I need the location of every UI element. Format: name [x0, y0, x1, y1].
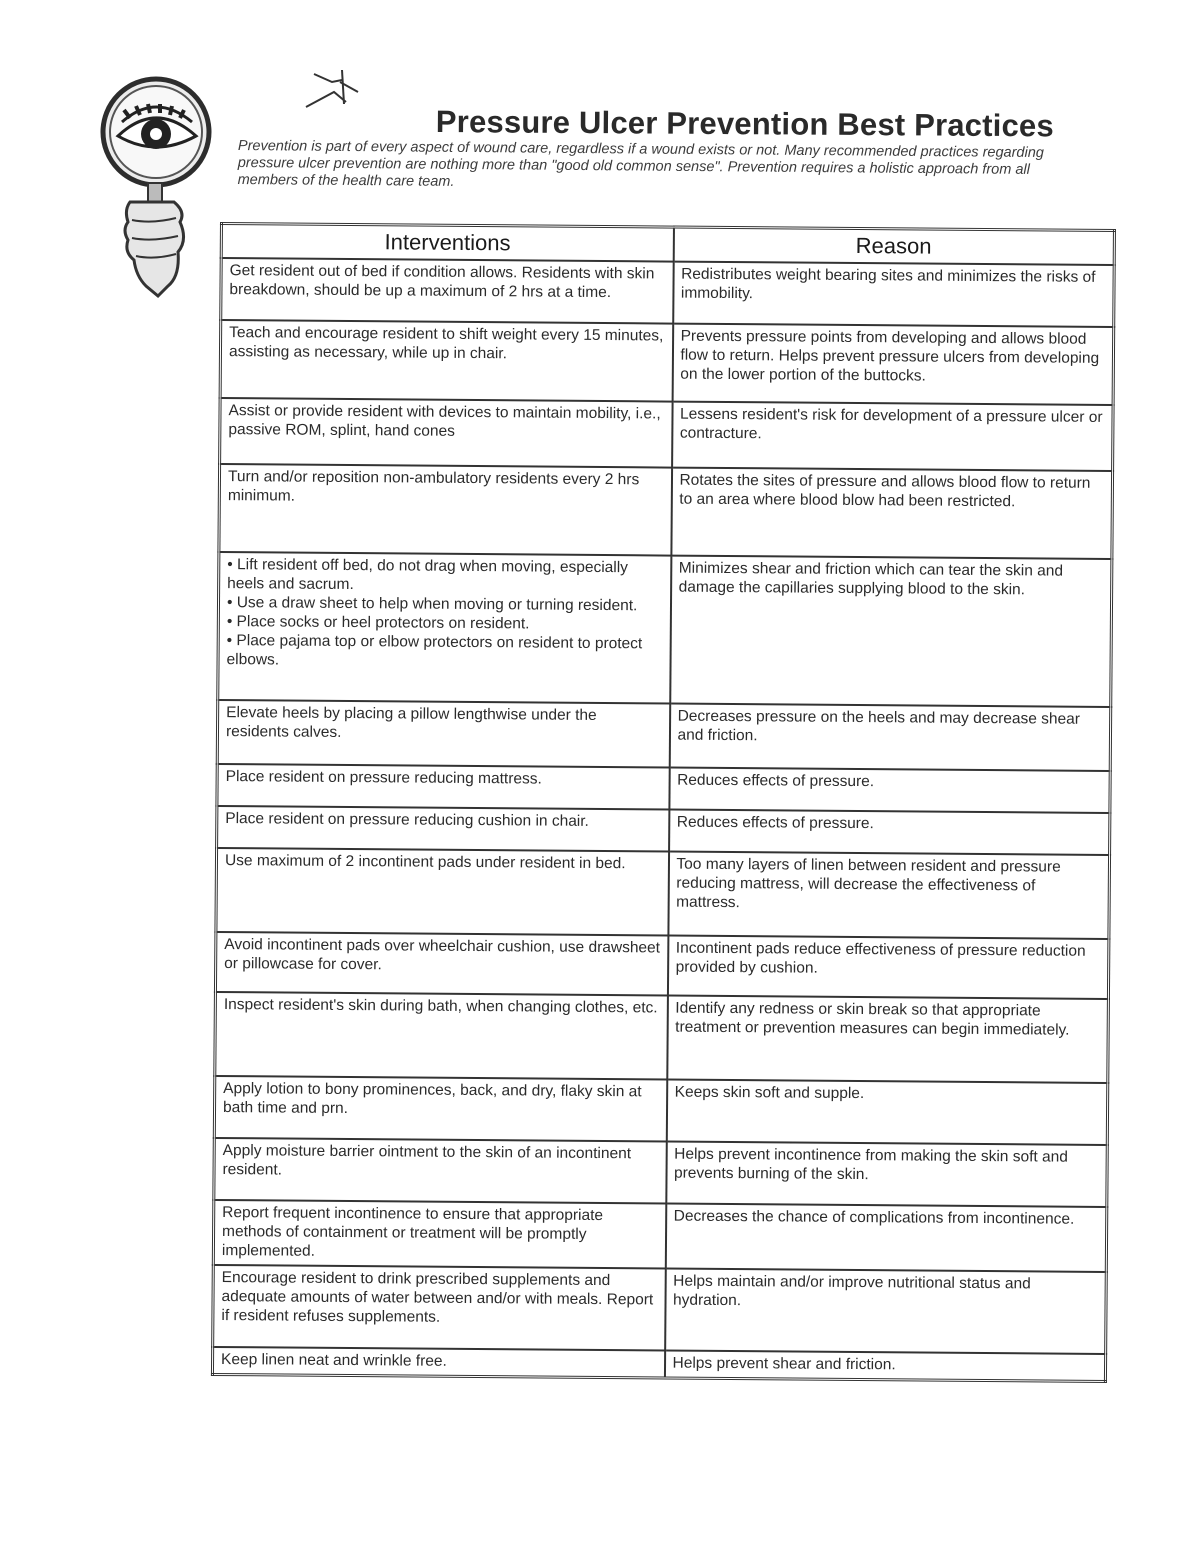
intervention-cell: [218, 552, 671, 704]
intervention-cell: Inspect resident's skin during bath, when changing clothes, etc.: [215, 992, 668, 1080]
bullet-item: • Place pajama top or elbow protectors on resident to protect elbows.: [226, 632, 643, 669]
reason-cell: Reduces effects of pressure.: [669, 810, 1110, 855]
table-row: [214, 1076, 1107, 1145]
bullet-item: • Lift resident off bed, do not drag when moving, especially heels and sacrum.: [227, 556, 629, 594]
intervention-cell: Report frequent incontinence to ensure that appropriate methods of containment or treatment will be promptly implemented.: [213, 1200, 665, 1269]
table-row: [215, 932, 1108, 999]
table-row: [220, 398, 1113, 471]
bullet-item: • Use a draw sheet to help when moving or turning resident.: [226, 594, 638, 615]
reason-cell: Helps prevent shear and friction.: [664, 1351, 1105, 1382]
intervention-cell: Place resident on pressure reducing cushion in chair.: [217, 806, 669, 852]
practices-table-container: [211, 222, 1125, 1394]
reason-cell: Decreases the chance of complications from incontinence.: [665, 1204, 1106, 1272]
intervention-cell: Use maximum of 2 incontinent pads under resident in bed.: [216, 848, 669, 936]
table-row: [219, 464, 1113, 559]
reason-cell: Minimizes shear and friction which can tear the skin and damage the capillaries supplying blood to the skin.: [670, 556, 1112, 707]
reason-cell: Keeps skin soft and supple.: [666, 1080, 1107, 1145]
intervention-cell: Teach and encourage resident to shift weight every 15 minutes, assisting as necessary, while up in chair.: [220, 320, 673, 402]
reason-cell: Reduces effects of pressure.: [669, 768, 1110, 813]
table-row: [221, 258, 1114, 327]
reason-cell: Redistributes weight bearing sites and minimizes the risks of immobility.: [673, 262, 1114, 327]
reason-header: Reason: [673, 227, 1114, 265]
reason-cell: Helps maintain and/or improve nutritional status and hydration.: [665, 1269, 1107, 1354]
intervention-cell: Apply moisture barrier ointment to the skin of an incontinent resident.: [214, 1138, 666, 1204]
intervention-cell: Keep linen neat and wrinkle free.: [212, 1347, 664, 1378]
intervention-cell: Elevate heels by placing a pillow lengthwise under the residents calves.: [217, 700, 669, 768]
intervention-cell: Avoid incontinent pads over wheelchair cushion, use drawsheet or pillowcase for cover.: [215, 932, 667, 996]
reason-cell: Identify any redness or skin break so that appropriate treatment or prevention measures can begin immediately.: [667, 996, 1109, 1083]
intervention-cell: Place resident on pressure reducing mattress.: [217, 764, 669, 810]
intervention-cell: Apply lotion to bony prominences, back, and dry, flaky skin at bath time and prn.: [214, 1076, 666, 1142]
table-row: [212, 1347, 1105, 1382]
table-row: [220, 320, 1114, 405]
table-row: [213, 1265, 1107, 1354]
table-row: [217, 700, 1110, 771]
intro-paragraph: Prevention is part of every aspect of wound care, regardless if a wound exists or not. Many recommended practices regarding pressure ulcer prevention are nothing more than "good old common sense". Prevention requires a holistic approach from all members of the health care team.: [237, 138, 1044, 190]
crane-doodle-icon: [306, 70, 358, 107]
reason-cell: Incontinent pads reduce effectiveness of pressure reduction provided by cushion.: [667, 936, 1108, 999]
intervention-cell: Assist or provide resident with devices to maintain mobility, i.e., passive ROM, splint, hand cones: [220, 398, 673, 468]
table-row: [218, 552, 1112, 707]
interventions-header: Interventions: [221, 224, 673, 262]
table-row: [216, 848, 1110, 939]
reason-cell: Decreases pressure on the heels and may decrease shear and friction.: [669, 704, 1110, 771]
intervention-cell: Turn and/or reposition non-ambulatory residents every 2 hrs minimum.: [219, 464, 672, 556]
bullet-item: • Place socks or heel protectors on resident.: [226, 613, 530, 633]
table-row: [213, 1200, 1106, 1272]
reason-cell: Rotates the sites of pressure and allows blood flow to return to an area where blood blow had been restricted.: [671, 468, 1113, 559]
intervention-cell: Encourage resident to drink prescribed supplements and adequate amounts of water between and/or with meals. Report if resident refuses supplements.: [213, 1265, 666, 1351]
table-row: [217, 764, 1110, 813]
reason-cell: Helps prevent incontinence from making the skin soft and prevents burning of the skin.: [666, 1142, 1107, 1207]
reason-cell: Prevents pressure points from developing and allows blood flow to return. Helps prevent pressure ulcers from developing on the lower portion of the buttocks.: [672, 324, 1114, 405]
table-row: [214, 1138, 1107, 1207]
table-row: [217, 806, 1110, 855]
reason-cell: Too many layers of linen between resident and pressure reducing mattress, will decrease the effectiveness of mattress.: [668, 852, 1110, 939]
table-row: [215, 992, 1109, 1083]
page-title: Pressure Ulcer Prevention Best Practices: [435, 104, 1054, 144]
practices-table: [211, 222, 1116, 1383]
reason-cell: Lessens resident's risk for development of a pressure ulcer or contracture.: [672, 402, 1114, 471]
intervention-cell: Get resident out of bed if condition allows. Residents with skin breakdown, should be up a maximum of 2 hrs at a time.: [221, 258, 673, 324]
